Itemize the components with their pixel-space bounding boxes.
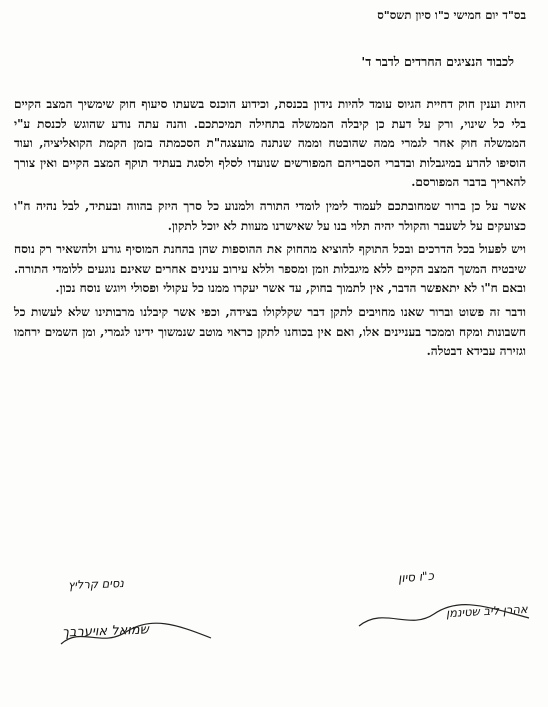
- signature-right: אהרן ליב שטינמן: [446, 601, 529, 621]
- signature-date: כ"ו סיון: [397, 568, 435, 586]
- letter-body: [14, 95, 526, 366]
- paragraph-1: היות וענין חוק דחיית הגיוס עומד להיות נידון בכנסת, וכידוע הוכנס בשעתו סיעוף חוק שימשיך המצב הקיים בלי כל שינוי, ורק על דעת כן קיבלה הממשלה בתחילה תמיכתכם. והנה עתה נודע שהוגש לכנסת ע"י הממשלה חוק אחר לגמרי ממה שהובטח וממה שנתנה מועצגה"ת הסכמתה בזמן הקמת הקואליציה, ועוד הוסיפו להרע במיגבלות ובדברי הסבריהם המפורשים שנועדו לסלף ולסגת בעתיד תוקף המצב הקיים ואין צורך להאריך בדבר המפורסם.: [14, 97, 526, 190]
- signature-flourish-left: [56, 618, 216, 654]
- header-date-line: בס"ד יום חמישי כ"ו סיון תשס"ס: [377, 8, 526, 22]
- signature-left-bottom: שמואל אויערבך: [61, 622, 150, 641]
- signature-flourish-right: [354, 596, 534, 636]
- paragraph-4: ודבר זה פשוט וברור שאנו מחויבים לתקן דבר שקלקולו בצידה, וכפי אשר קיבלנו מרבותינו שלא לעשות כל חשבונות ומקח וממכר בעניינים אלו, ואם אין בכוחנו לתקן כראוי מוטב שנמשוך ידינו לגמרי, ומן השמים ירחמו וגזירה עבידא דבטלה.: [14, 304, 526, 359]
- salutation: לכבוד הנציגים החרדים לדבר ד': [361, 54, 514, 69]
- signature-left-top: נסים קרליץ: [67, 576, 125, 592]
- paragraph-3: ויש לפעול בכל הדרכים ובכל התוקף להוציא מהחוק את ההוספות שהן בהחנת המוסיף גורע ולהשאיר רק נוסח שיבטיח המשך המצב הקיים ללא מיגבלות וזמן ומספר וללא עירוב ענינים אחרים שאינם נוגעים ללומדי התורה. ובאם ח"ו לא יתאפשר הדבר, אין לתמוך בחוק, עד אשר יעקרו ממנו כל עקולי ופסולי ויוגש נוסח נכון.: [14, 242, 526, 296]
- paragraph-2: אשר על כן ברור שמחובתכם לעמוד לימין לומדי התורה ולמנוע כל סרך היזק בהווה ובעתיד, לבל נהיה ח"ו כצועקים על לשעבר והקולר יהיה תלוי בנו על שאישרנו מעוות לא יוכל לתקון.: [14, 198, 527, 233]
